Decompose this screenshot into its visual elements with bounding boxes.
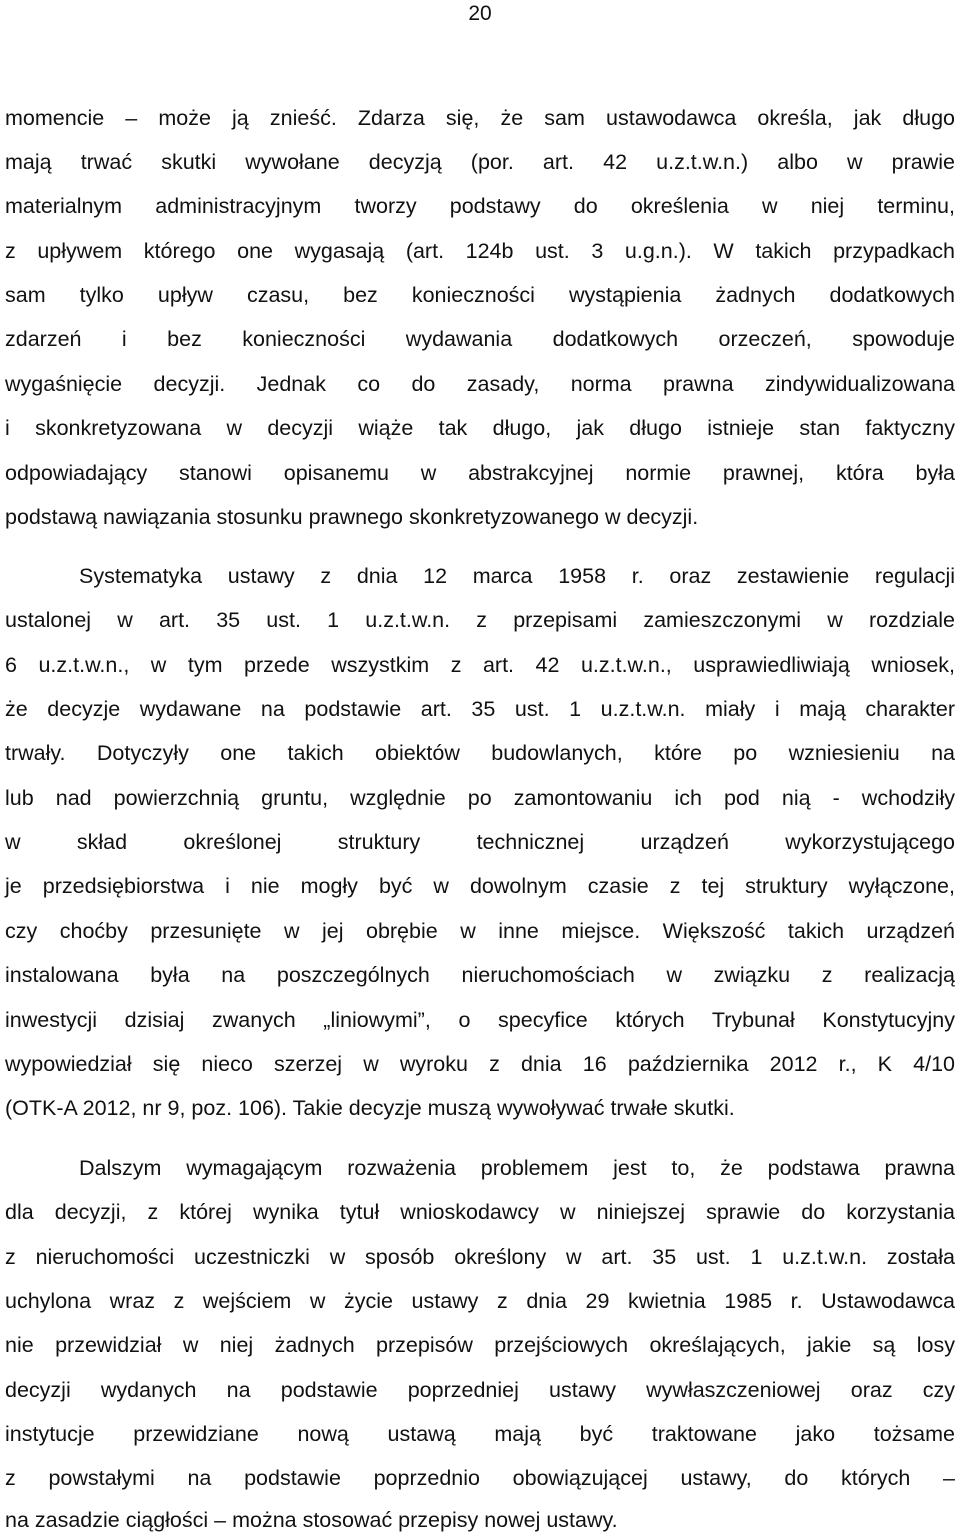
paragraph-line: materialnym administracyjnym tworzy podstawy do określenia w niej terminu,: [5, 194, 955, 218]
paragraph-line: mają trwać skutki wywołane decyzją (por. art. 42 u.z.t.w.n.) albo w prawie: [5, 150, 955, 174]
paragraph-line: trwały. Dotyczyły one takich obiektów budowlanych, które po wzniesieniu na: [5, 741, 955, 765]
paragraph-line: i skonkretyzowana w decyzji wiąże tak długo, jak długo istnieje stan faktyczny: [5, 416, 955, 440]
paragraph-line: z nieruchomości uczestniczki w sposób określony w art. 35 ust. 1 u.z.t.w.n. została: [5, 1245, 955, 1269]
paragraph-line: instytucje przewidziane nową ustawą mają być traktowane jako tożsame: [5, 1422, 955, 1446]
paragraph-line: Systematyka ustawy z dnia 12 marca 1958 r. oraz zestawienie regulacji: [79, 564, 955, 588]
paragraph-line: na zasadzie ciągłości – można stosować przepisy nowej ustawy.: [5, 1508, 618, 1532]
page-number: 20: [468, 2, 492, 25]
paragraph-line: wypowiedział się nieco szerzej w wyroku z dnia 16 października 2012 r., K 4/10: [5, 1052, 955, 1076]
paragraph-line: je przedsiębiorstwa i nie mogły być w dowolnym czasie z tej struktury wyłączone,: [5, 874, 955, 898]
paragraph-line: sam tylko upływ czasu, bez konieczności wystąpienia żadnych dodatkowych: [5, 283, 955, 307]
paragraph-line: inwestycji dzisiaj zwanych „liniowymi”, o specyfice których Trybunał Konstytucyjny: [5, 1008, 955, 1032]
paragraph-line: wygaśnięcie decyzji. Jednak co do zasady, norma prawna zindywidualizowana: [5, 372, 955, 396]
paragraph-line: ustalonej w art. 35 ust. 1 u.z.t.w.n. z przepisami zamieszczonymi w rozdziale: [5, 608, 955, 632]
paragraph-line: w skład określonej struktury technicznej urządzeń wykorzystującego: [5, 830, 955, 854]
paragraph-line: Dalszym wymagającym rozważenia problemem jest to, że podstawa prawna: [79, 1156, 955, 1180]
paragraph-line: z upływem którego one wygasają (art. 124b ust. 3 u.g.n.). W takich przypadkach: [5, 239, 955, 263]
paragraph-line: że decyzje wydawane na podstawie art. 35 ust. 1 u.z.t.w.n. miały i mają charakter: [5, 697, 955, 721]
paragraph-line: decyzji wydanych na podstawie poprzedniej ustawy wywłaszczeniowej oraz czy: [5, 1378, 955, 1402]
paragraph-line: dla decyzji, z której wynika tytuł wnioskodawcy w niniejszej sprawie do korzystania: [5, 1200, 955, 1224]
paragraph-line: 6 u.z.t.w.n., w tym przede wszystkim z art. 42 u.z.t.w.n., usprawiedliwiają wniosek,: [5, 653, 955, 677]
paragraph-line: uchylona wraz z wejściem w życie ustawy z dnia 29 kwietnia 1985 r. Ustawodawca: [5, 1289, 955, 1313]
paragraph-line: zdarzeń i bez konieczności wydawania dodatkowych orzeczeń, spowoduje: [5, 327, 955, 351]
paragraph-line: odpowiadający stanowi opisanemu w abstrakcyjnej normie prawnej, która była: [5, 461, 955, 485]
paragraph-line: momencie – może ją znieść. Zdarza się, że sam ustawodawca określa, jak długo: [5, 106, 955, 130]
paragraph-line: lub nad powierzchnią gruntu, względnie po zamontowaniu ich pod nią - wchodziły: [5, 786, 955, 810]
paragraph-line: podstawą nawiązania stosunku prawnego skonkretyzowanego w decyzji.: [5, 505, 699, 529]
paragraph-line: nie przewidział w niej żadnych przepisów przejściowych określających, jakie są losy: [5, 1333, 955, 1357]
paragraph-line: z powstałymi na podstawie poprzednio obowiązującej ustawy, do których –: [5, 1466, 955, 1490]
paragraph-line: (OTK-A 2012, nr 9, poz. 106). Takie decyzje muszą wywoływać trwałe skutki.: [5, 1096, 735, 1120]
paragraph-line: czy choćby przesunięte w jej obrębie w inne miejsce. Większość takich urządzeń: [5, 919, 955, 943]
paragraph-line: instalowana była na poszczególnych nieruchomościach w związku z realizacją: [5, 963, 955, 987]
